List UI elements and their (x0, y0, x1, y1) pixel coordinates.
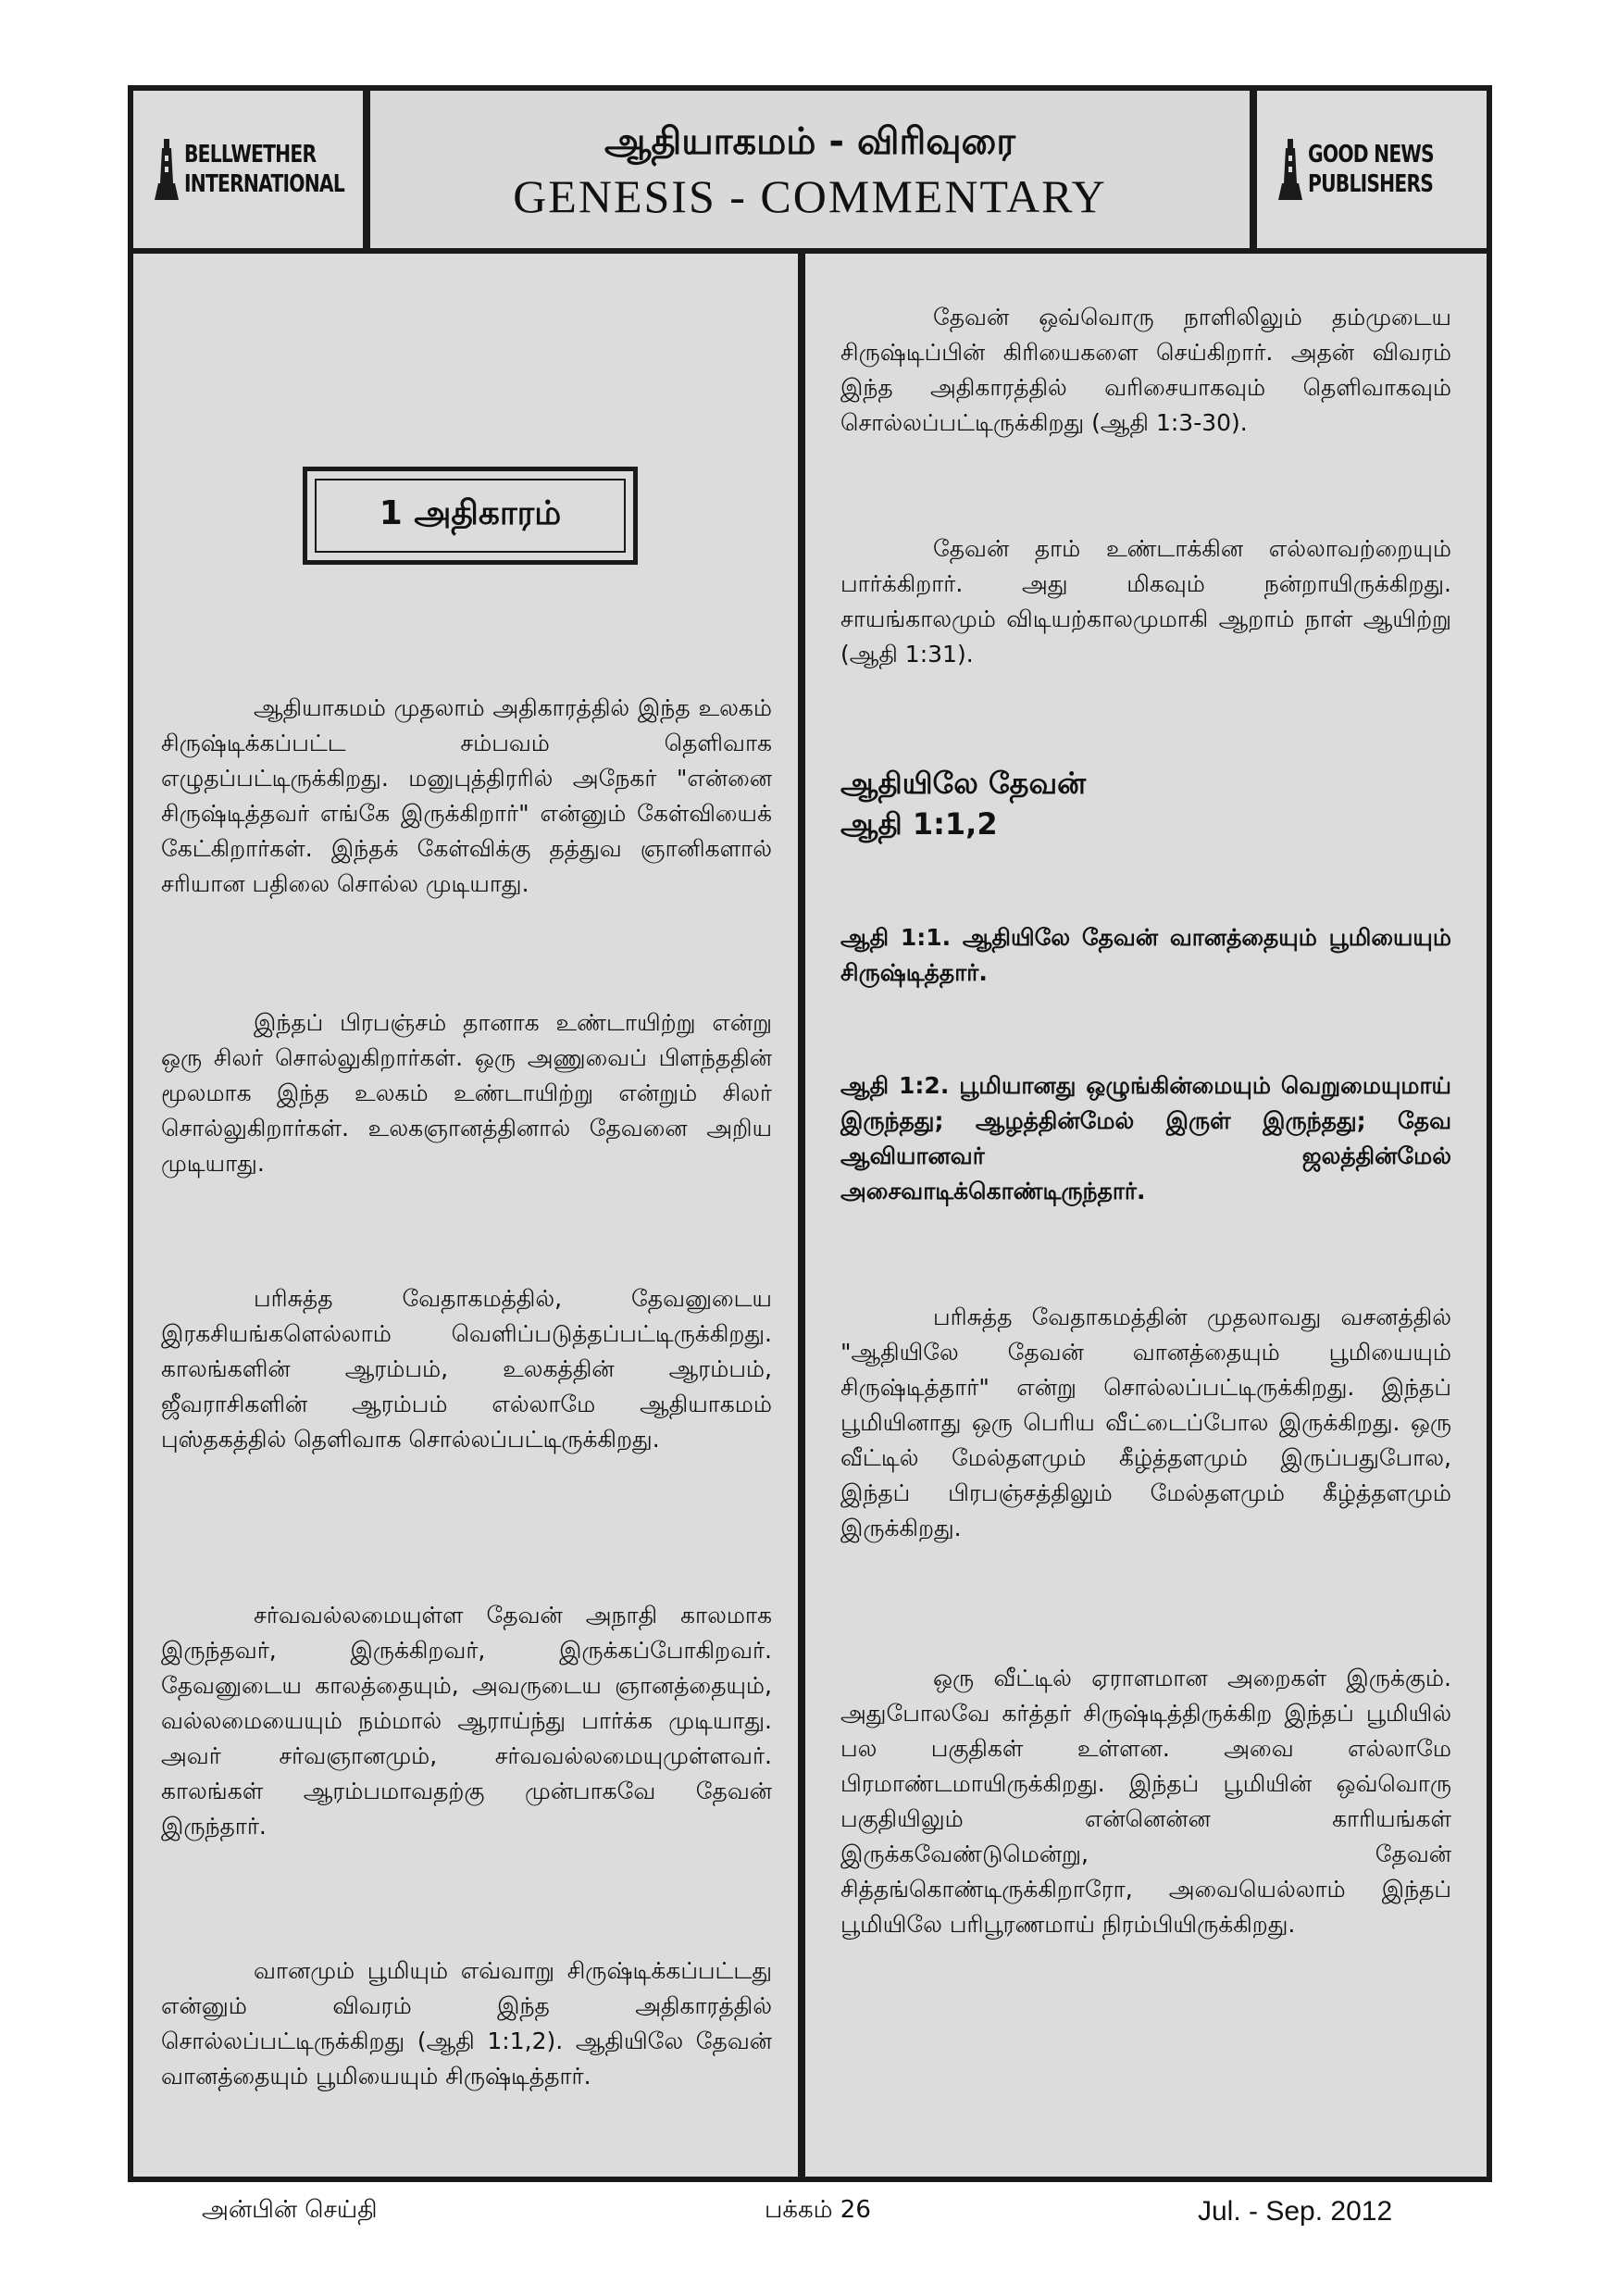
left-paragraph: வானமும் பூமியும் எவ்வாறு சிருஷ்டிக்கப்பட்டது என்னும் விவரம் இந்த அதிகாரத்தில் சொல்லப்பட்டிருக்கிறது (ஆதி 1:1,2). ஆதியிலே தேவன் வானத்தையும் பூமியையும் சிருஷ்டித்தார். (161, 1957, 772, 2090)
verse-2: ஆதி 1:2. பூமியானது ஒழுங்கின்மையும் வெறுமையுமாய் இருந்தது; ஆழத்தின்மேல் இருள் இருந்தது; தேவ ஆவியானவர் ஜலத்தின்மேல் அசைவாடிக்கொண்டிருந்தார். (840, 1072, 1451, 1204)
right-column (813, 254, 1487, 2177)
good-news-line2: PUBLISHERS (1308, 170, 1434, 198)
page-header (133, 91, 1487, 254)
good-news-line1: GOOD NEWS (1308, 141, 1434, 168)
chapter-heading-box (303, 467, 638, 565)
tower-icon (155, 137, 179, 202)
footer-magazine-name: அன்பின் செய்தி (202, 2196, 378, 2224)
right-paragraph: ஒரு வீட்டில் ஏராளமான அறைகள் இருக்கும். அதுபோலவே கர்த்தர் சிருஷ்டித்திருக்கிற இந்தப் பூமியில் பல பகுதிகள் உள்ளன. அவை எல்லாமே பிரமாண்டமாயிருக்கிறது. இந்தப் பூமியின் ஒவ்வொரு பகுதியிலும் என்னென்ன காரியங்கள் இருக்கவேண்டுமென்று, தேவன் சித்தங்கொண்டிருக்கிறாரோ, அவையெல்லாம் இந்தப் பூமியிலே பரிபூரணமாய் நிரம்பியிருக்கிறது. (840, 1665, 1451, 1938)
section-heading (840, 763, 1451, 844)
footer-issue-date: Jul. - Sep. 2012 (1198, 2196, 1393, 2227)
footer-page-number: பக்கம் 26 (765, 2196, 871, 2224)
bellwether-logo-box (133, 91, 370, 248)
right-paragraph: தேவன் ஒவ்வொரு நாளிலிலும் தம்முடைய சிருஷ்டிப்பின் கிரியைகளை செய்கிறார். அதன் விவரம் இந்த அதிகாரத்தில் வரிசையாகவும் தெளிவாகவும் சொல்லப்பட்டிருக்கிறது (ஆதி 1:3-30). (840, 304, 1451, 436)
title-tamil: ஆதியாகமம் - விரிவுரை (604, 119, 1016, 163)
left-paragraph: சர்வவல்லமையுள்ள தேவன் அநாதி காலமாக இருந்தவர், இருக்கிறவர், இருக்கப்போகிறவர். தேவனுடைய காலத்தையும், அவருடைய ஞானத்தையும், வல்லமையையும் நம்மால் ஆராய்ந்து பார்க்க முடியாது. அவர் சர்வஞானமும், சர்வவல்லமையுமுள்ளவர். காலங்கள் ஆரம்பமாவதற்கு முன்பாகவே தேவன் இருந்தார். (161, 1602, 772, 1840)
page-frame (128, 85, 1492, 2182)
good-news-logo-box (1250, 91, 1487, 248)
right-paragraph: தேவன் தாம் உண்டாக்கின எல்லாவற்றையும் பார்க்கிறார். அது மிகவும் நன்றாயிருக்கிறது. சாயங்காலமும் விடியற்காலமுமாகி ஆறாம் நாள் ஆயிற்று (ஆதி 1:31). (840, 535, 1451, 668)
right-paragraph: பரிசுத்த வேதாகமத்தின் முதலாவது வசனத்தில் "ஆதியிலே தேவன் வானத்தையும் பூமியையும் சிருஷ்டித்தார்" என்று சொல்லப்பட்டிருக்கிறது. இந்தப் பூமியினாது ஒரு பெரிய வீட்டைப்போல இருக்கிறது. ஒரு வீட்டில் மேல்தளமும் கீழ்த்தளமும் இருப்பதுபோல, இந்தப் பிரபஞ்சத்திலும் மேல்தளமும் கீழ்த்தளமும் இருக்கிறது. (840, 1304, 1451, 1541)
tower-icon (1278, 137, 1302, 202)
bellwether-line1: BELLWETHER (184, 141, 317, 168)
section-heading-line2: ஆதி 1:1,2 (840, 806, 998, 842)
good-news-logo (1278, 137, 1465, 202)
left-column (133, 254, 805, 2177)
left-paragraph: இந்தப் பிரபஞ்சம் தானாக உண்டாயிற்று என்று ஒரு சிலர் சொல்லுகிறார்கள். ஒரு அணுவைப் பிளந்ததின் மூலமாக இந்த உலகம் உண்டாயிற்று என்றும் சிலர் சொல்லுகிறார்கள். உலகஞானத்தினால் தேவனை அறிய முடியாது. (161, 1009, 772, 1177)
page-footer (0, 2196, 1618, 2233)
left-paragraph: பரிசுத்த வேதாகமத்தில், தேவனுடைய இரகசியங்களெல்லாம் வெளிப்படுத்தப்பட்டிருக்கிறது. காலங்களின் ஆரம்பம், உலகத்தின் ஆரம்பம், ஜீவராசிகளின் ஆரம்பம் எல்லாமே ஆதியாகமம் புஸ்தகத்தில் தெளிவாக சொல்லப்பட்டிருக்கிறது. (161, 1285, 772, 1453)
left-paragraph: ஆதியாகமம் முதலாம் அதிகாரத்தில் இந்த உலகம் சிருஷ்டிக்கப்பட்ட சம்பவம் தெளிவாக எழுதப்பட்டிருக்கிறது. மனுபுத்திரரில் அநேகர் "என்னை சிருஷ்டித்தவர் எங்கே இருக்கிறார்" என்னும் கேள்வியைக் கேட்கிறார்கள். இந்தக் கேள்விக்கு தத்துவ ஞானிகளால் சரியான பதிலை சொல்ல முடியாது. (161, 694, 772, 897)
chapter-heading: 1 அதிகாரம் (379, 494, 562, 532)
title-box (370, 91, 1250, 248)
verse-1: ஆதி 1:1. ஆதியிலே தேவன் வானத்தையும் பூமியையும் சிருஷ்டித்தார். (840, 924, 1451, 986)
section-heading-line1: ஆதியிலே தேவன் (840, 766, 1087, 801)
bellwether-logo (155, 137, 342, 202)
bellwether-line2: INTERNATIONAL (184, 170, 344, 198)
title-english: GENESIS - COMMENTARY (513, 169, 1107, 222)
